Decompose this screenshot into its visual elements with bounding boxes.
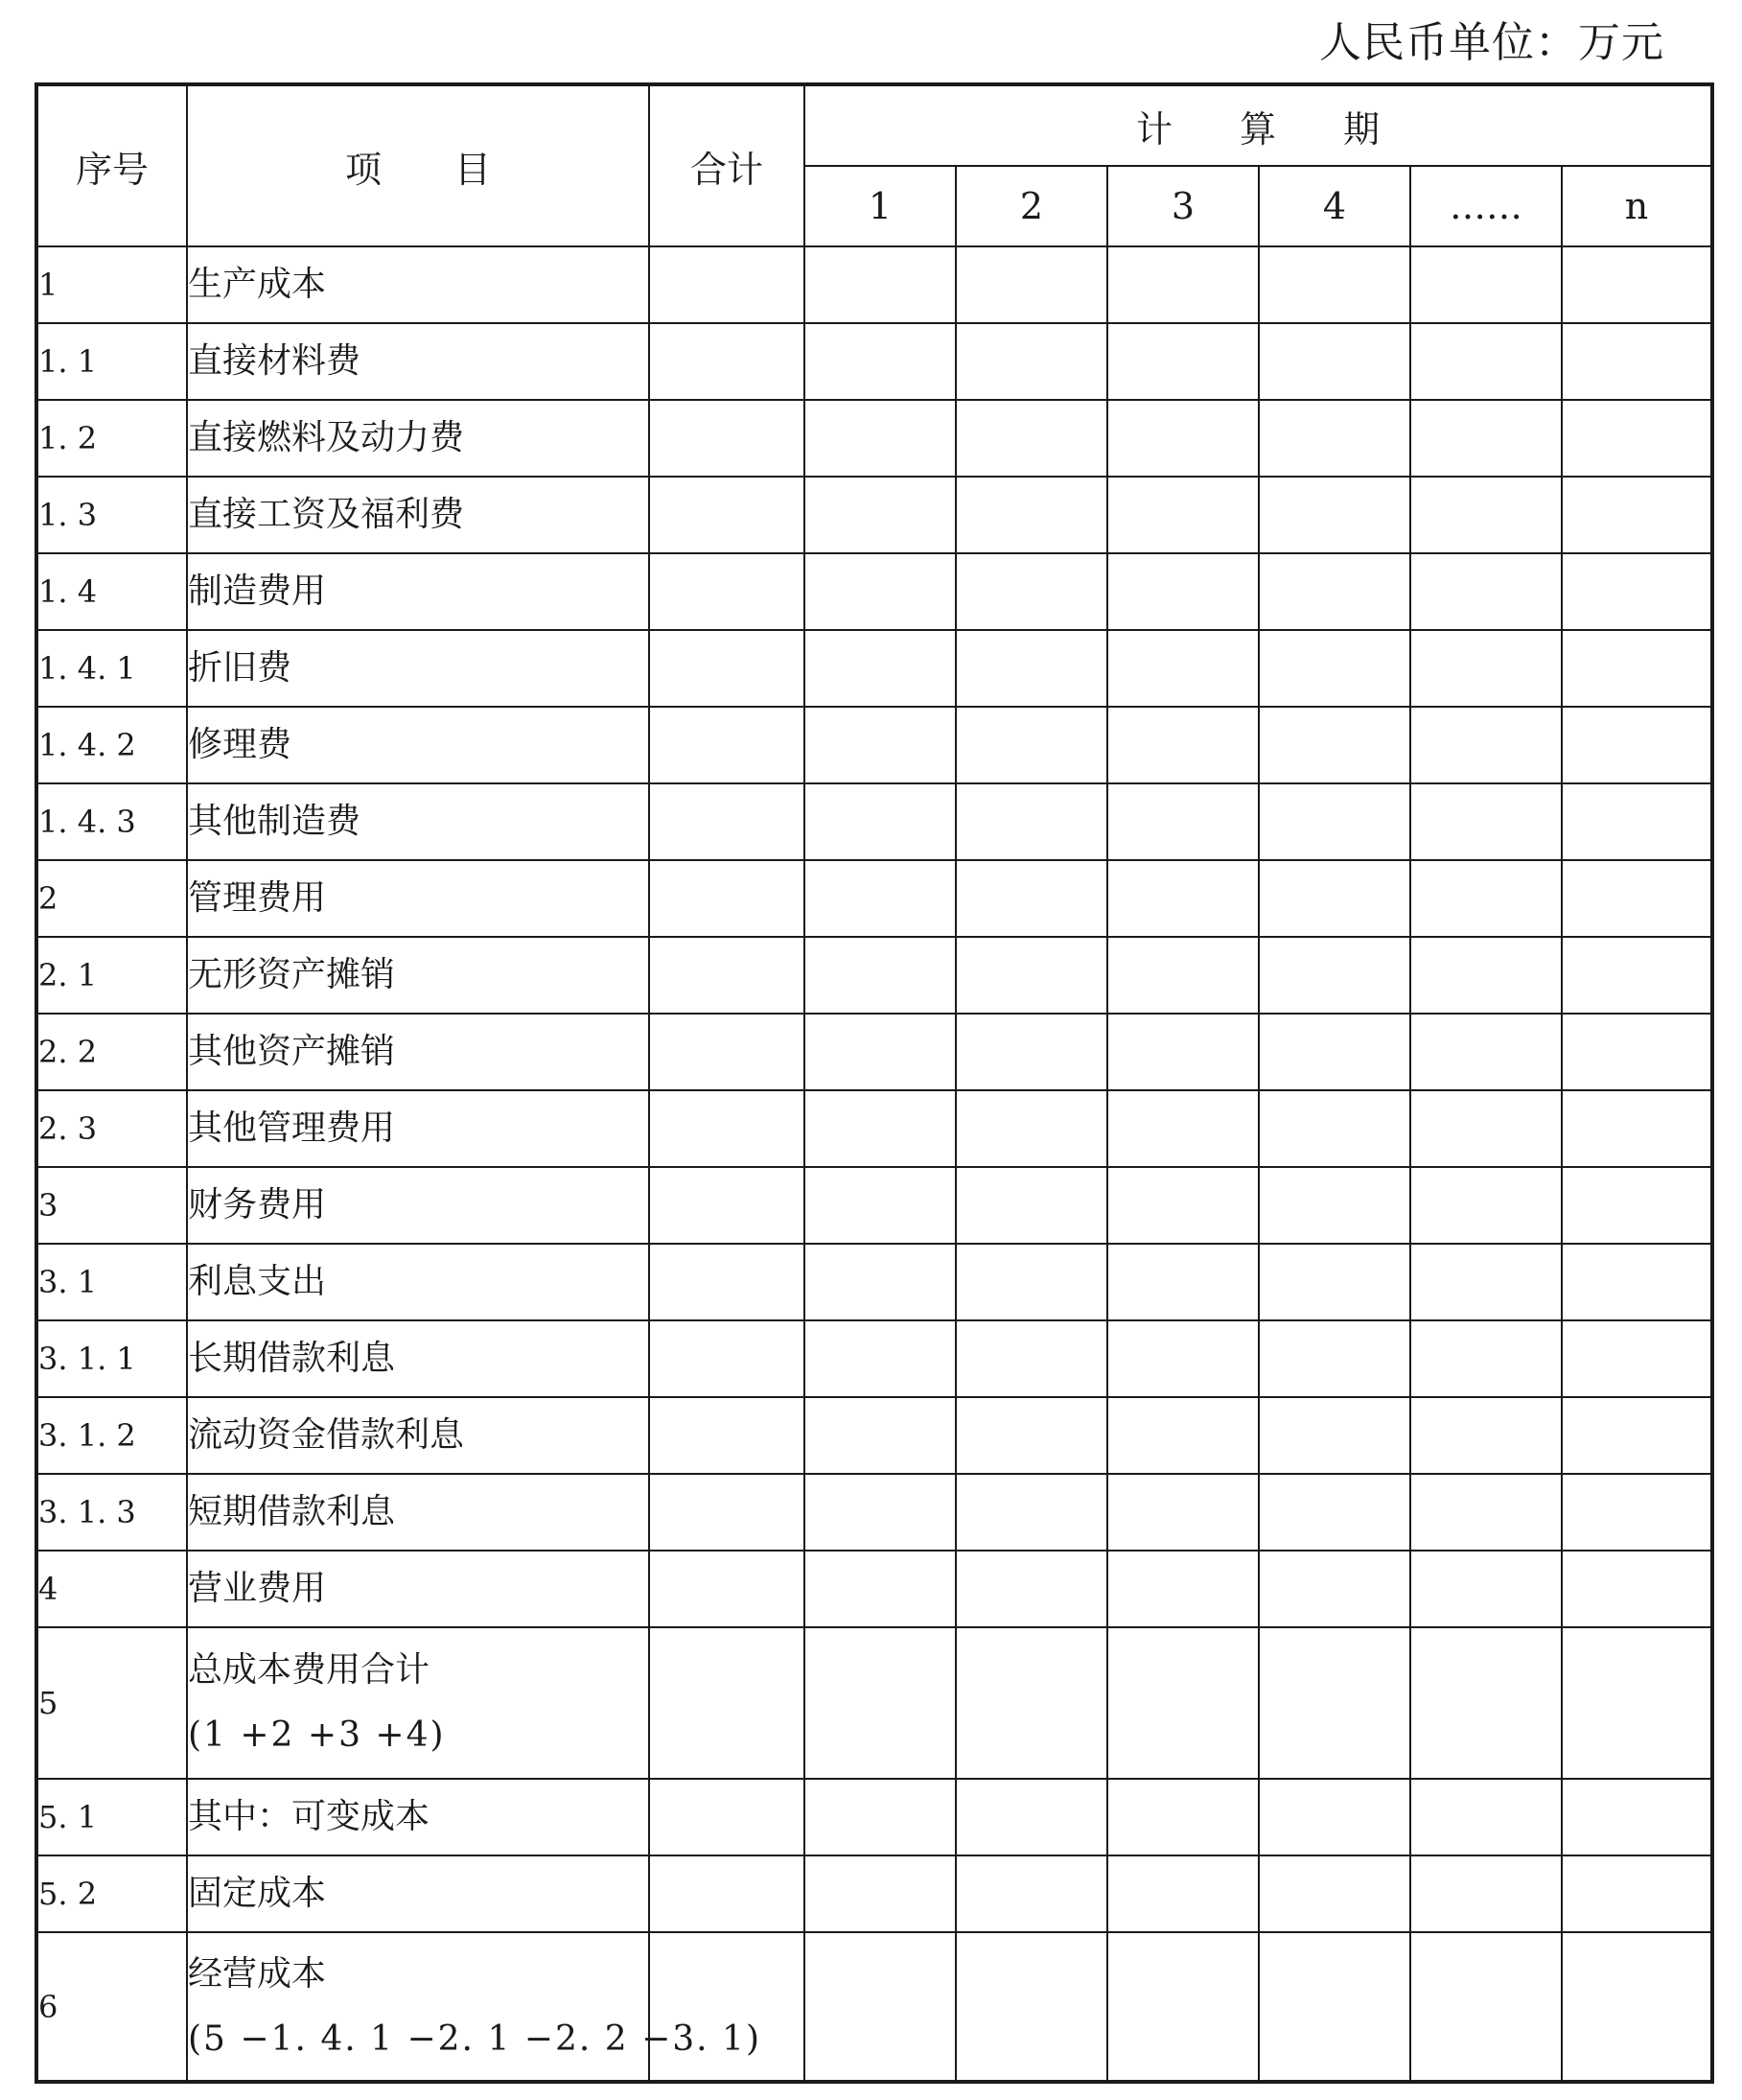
row-seq: 3. 1. 2 [36, 1397, 187, 1474]
row-total-cell [649, 1855, 804, 1932]
row-period-cell [804, 1474, 956, 1551]
row-period-cell [1107, 1474, 1259, 1551]
row-period-cell [1107, 246, 1259, 323]
row-period-cell [1562, 400, 1712, 477]
row-period-cell [956, 707, 1107, 783]
row-period-cell [804, 246, 956, 323]
row-seq: 2. 3 [36, 1090, 187, 1167]
table-row [36, 1474, 1712, 1551]
row-period-cell [1259, 1320, 1410, 1397]
row-period-cell [1410, 1779, 1562, 1855]
row-period-cell [1562, 1779, 1712, 1855]
row-period-cell [956, 630, 1107, 707]
row-period-cell [1107, 1397, 1259, 1474]
row-seq: 2. 1 [36, 937, 187, 1014]
row-seq: 5. 1 [36, 1779, 187, 1855]
row-item-label: 经营成本 [188, 1953, 327, 1994]
row-period-cell [1410, 246, 1562, 323]
row-total-cell [649, 1244, 804, 1320]
table-row [36, 1779, 1712, 1855]
row-period-cell [804, 937, 956, 1014]
row-period-cell [956, 323, 1107, 400]
row-period-cell [956, 1090, 1107, 1167]
row-period-cell [1259, 783, 1410, 860]
row-period-cell [1259, 1014, 1410, 1090]
table-row [36, 1244, 1712, 1320]
row-item [187, 400, 649, 477]
row-period-cell [1562, 1397, 1712, 1474]
row-period-cell [956, 1779, 1107, 1855]
row-period-cell [1259, 1551, 1410, 1627]
row-seq: 6 [36, 1932, 187, 2082]
row-period-cell [1410, 1474, 1562, 1551]
row-period-cell [956, 400, 1107, 477]
row-period-cell [956, 246, 1107, 323]
row-period-cell [956, 1397, 1107, 1474]
table-row [36, 1551, 1712, 1627]
row-item-label: 其中：可变成本 [188, 1797, 430, 1836]
row-period-cell [1410, 937, 1562, 1014]
row-item-label: 生产成本 [188, 265, 327, 304]
row-period-cell [1410, 553, 1562, 630]
row-period-cell [804, 1397, 956, 1474]
row-seq: 2. 2 [36, 1014, 187, 1090]
row-item-label: 营业费用 [188, 1569, 327, 1608]
row-period-cell [1410, 400, 1562, 477]
row-total-cell [649, 1627, 804, 1779]
row-period-cell [804, 707, 956, 783]
row-period-cell [804, 1167, 956, 1244]
row-item-label: 直接燃料及动力费 [188, 418, 465, 457]
row-period-cell [1259, 553, 1410, 630]
row-total-cell [649, 1932, 804, 2082]
table-row [36, 1627, 1712, 1779]
row-period-cell [1410, 707, 1562, 783]
row-period-cell [956, 1014, 1107, 1090]
period-4: 4 [1259, 166, 1410, 246]
row-item [187, 1551, 649, 1627]
row-item [187, 246, 649, 323]
row-period-cell [1562, 1014, 1712, 1090]
row-item-label: 其他制造费 [188, 802, 361, 841]
row-total-cell [649, 707, 804, 783]
row-period-cell [1107, 553, 1259, 630]
row-period-cell [956, 553, 1107, 630]
header-total: 合计 [649, 84, 804, 246]
row-period-cell [1410, 1551, 1562, 1627]
row-item-label: 财务费用 [188, 1185, 327, 1225]
row-item [187, 1320, 649, 1397]
row-period-cell [804, 1779, 956, 1855]
row-period-cell [804, 783, 956, 860]
header-item-label: 项目 [344, 148, 564, 191]
row-period-cell [1107, 1244, 1259, 1320]
row-period-cell [1259, 400, 1410, 477]
row-period-cell [1562, 477, 1712, 553]
row-item [187, 1855, 649, 1932]
table-row [36, 1014, 1712, 1090]
row-total-cell [649, 1779, 804, 1855]
row-period-cell [1259, 860, 1410, 937]
row-item [187, 1779, 649, 1855]
row-period-cell [956, 1551, 1107, 1627]
row-item-formula: (1 +2 +3 +4) [188, 1715, 446, 1755]
row-period-cell [1410, 1014, 1562, 1090]
row-period-cell [1107, 323, 1259, 400]
row-period-cell [804, 400, 956, 477]
row-total-cell [649, 937, 804, 1014]
row-item-label: 短期借款利息 [188, 1492, 396, 1531]
row-period-cell [1410, 1627, 1562, 1779]
row-period-cell [1410, 630, 1562, 707]
period-ellipsis: …… [1410, 166, 1562, 246]
row-period-cell [804, 1014, 956, 1090]
row-item [187, 553, 649, 630]
row-period-cell [1562, 783, 1712, 860]
row-item [187, 1244, 649, 1320]
row-item-label: 长期借款利息 [188, 1339, 396, 1378]
row-item-formula: (5 −1. 4. 1 −2. 1 −2. 2 −3. 1) [188, 2018, 761, 2059]
row-period-cell [804, 1932, 956, 2082]
row-total-cell [649, 1090, 804, 1167]
header-seq: 序号 [36, 84, 187, 246]
row-period-cell [1259, 323, 1410, 400]
row-period-cell [1410, 1090, 1562, 1167]
row-total-cell [649, 477, 804, 553]
row-period-cell [956, 477, 1107, 553]
table-row [36, 1320, 1712, 1397]
table-row [36, 553, 1712, 630]
row-seq: 5. 2 [36, 1855, 187, 1932]
period-n: n [1562, 166, 1712, 246]
row-period-cell [1410, 1855, 1562, 1932]
row-period-cell [1107, 937, 1259, 1014]
currency-unit-note: 人民币单位：万元 [1319, 18, 1664, 67]
row-item [187, 1167, 649, 1244]
row-period-cell [1410, 1932, 1562, 2082]
row-total-cell [649, 783, 804, 860]
row-period-cell [1259, 1090, 1410, 1167]
table-row [36, 1932, 1712, 2082]
row-period-cell [1107, 1627, 1259, 1779]
row-seq: 1. 4. 2 [36, 707, 187, 783]
row-item [187, 783, 649, 860]
row-period-cell [804, 1320, 956, 1397]
row-period-cell [1562, 1551, 1712, 1627]
row-item-label: 制造费用 [188, 572, 327, 611]
row-total-cell [649, 323, 804, 400]
row-item-label: 利息支出 [188, 1262, 327, 1301]
row-seq: 3. 1 [36, 1244, 187, 1320]
row-period-cell [1562, 553, 1712, 630]
row-item [187, 1932, 761, 2082]
row-item-label: 折旧费 [188, 648, 292, 688]
table-body [36, 246, 1712, 2082]
row-period-cell [1259, 707, 1410, 783]
row-seq: 1. 1 [36, 323, 187, 400]
row-period-cell [1259, 1932, 1410, 2082]
table-row [36, 323, 1712, 400]
row-period-cell [1107, 1167, 1259, 1244]
row-item-label: 修理费 [188, 725, 292, 764]
row-period-cell [804, 1090, 956, 1167]
row-total-cell [649, 1551, 804, 1627]
row-period-cell [1562, 1855, 1712, 1932]
row-period-cell [956, 1627, 1107, 1779]
row-total-cell [649, 400, 804, 477]
row-period-cell [1410, 783, 1562, 860]
row-period-cell [1562, 1167, 1712, 1244]
table-row [36, 937, 1712, 1014]
row-period-cell [956, 1167, 1107, 1244]
row-item [187, 1090, 649, 1167]
table-row [36, 246, 1712, 323]
row-period-cell [1562, 246, 1712, 323]
total-cost-table [35, 82, 1714, 2084]
row-period-cell [956, 937, 1107, 1014]
row-item-label: 总成本费用合计 [188, 1650, 430, 1690]
row-period-cell [804, 1551, 956, 1627]
table-row [36, 783, 1712, 860]
row-total-cell [649, 1014, 804, 1090]
row-seq: 4 [36, 1551, 187, 1627]
row-total-cell [649, 1474, 804, 1551]
row-period-cell [1259, 1779, 1410, 1855]
header-period [804, 84, 1712, 166]
table-row [36, 1167, 1712, 1244]
row-item [187, 323, 649, 400]
row-period-cell [1562, 1627, 1712, 1779]
header-item [187, 84, 649, 246]
row-seq: 5 [36, 1627, 187, 1779]
row-period-cell [1410, 1320, 1562, 1397]
period-2: 2 [956, 166, 1107, 246]
row-seq: 1. 2 [36, 400, 187, 477]
table-row [36, 630, 1712, 707]
row-item-label: 固定成本 [188, 1874, 327, 1913]
row-period-cell [1259, 630, 1410, 707]
row-period-cell [1259, 937, 1410, 1014]
row-period-cell [804, 1855, 956, 1932]
row-period-cell [956, 783, 1107, 860]
row-period-cell [1562, 707, 1712, 783]
row-period-cell [1562, 937, 1712, 1014]
row-total-cell [649, 246, 804, 323]
row-period-cell [1259, 1397, 1410, 1474]
row-total-cell [649, 1397, 804, 1474]
table-row [36, 477, 1712, 553]
row-period-cell [804, 477, 956, 553]
row-period-cell [804, 1627, 956, 1779]
row-period-cell [1107, 630, 1259, 707]
period-3: 3 [1107, 166, 1259, 246]
table-row [36, 860, 1712, 937]
row-period-cell [1107, 783, 1259, 860]
row-item [187, 477, 649, 553]
row-period-cell [1107, 1932, 1259, 2082]
row-period-cell [804, 553, 956, 630]
row-period-cell [1562, 1320, 1712, 1397]
row-period-cell [1107, 1779, 1259, 1855]
row-period-cell [1107, 1014, 1259, 1090]
row-period-cell [956, 860, 1107, 937]
row-item [187, 1627, 649, 1779]
row-total-cell [649, 860, 804, 937]
row-period-cell [1259, 1627, 1410, 1779]
row-seq: 1. 3 [36, 477, 187, 553]
row-period-cell [1410, 1244, 1562, 1320]
row-period-cell [956, 1474, 1107, 1551]
row-period-cell [1259, 477, 1410, 553]
row-period-cell [1107, 1320, 1259, 1397]
row-period-cell [1410, 860, 1562, 937]
row-period-cell [804, 630, 956, 707]
row-item-label: 其他管理费用 [188, 1108, 396, 1148]
row-item-label: 直接工资及福利费 [188, 495, 465, 534]
row-period-cell [1259, 1474, 1410, 1551]
row-seq: 3 [36, 1167, 187, 1244]
row-period-cell [1562, 860, 1712, 937]
row-period-cell [1107, 1090, 1259, 1167]
row-seq: 1. 4. 1 [36, 630, 187, 707]
row-item [187, 630, 649, 707]
row-period-cell [1259, 1244, 1410, 1320]
row-total-cell [649, 553, 804, 630]
row-item-label: 其他资产摊销 [188, 1032, 396, 1071]
table-row [36, 400, 1712, 477]
row-period-cell [1410, 1397, 1562, 1474]
header-row-top [36, 84, 1712, 166]
row-period-cell [1107, 860, 1259, 937]
row-item-label: 流动资金借款利息 [188, 1415, 465, 1455]
row-period-cell [1410, 1167, 1562, 1244]
table-row [36, 1855, 1712, 1932]
row-period-cell [1107, 1551, 1259, 1627]
header-period-label: 计算期 [1136, 107, 1448, 151]
row-period-cell [956, 1244, 1107, 1320]
row-seq: 1. 4. 3 [36, 783, 187, 860]
row-total-cell [649, 1167, 804, 1244]
row-period-cell [1107, 1855, 1259, 1932]
row-seq: 1 [36, 246, 187, 323]
row-period-cell [1107, 477, 1259, 553]
row-period-cell [1259, 1167, 1410, 1244]
row-period-cell [804, 860, 956, 937]
row-seq: 3. 1. 1 [36, 1320, 187, 1397]
row-period-cell [1107, 707, 1259, 783]
row-total-cell [649, 630, 804, 707]
table-row [36, 707, 1712, 783]
row-seq: 1. 4 [36, 553, 187, 630]
table-row [36, 1090, 1712, 1167]
row-period-cell [956, 1932, 1107, 2082]
row-item-label: 直接材料费 [188, 341, 361, 381]
row-total-cell [649, 1320, 804, 1397]
row-period-cell [1562, 323, 1712, 400]
row-item [187, 937, 649, 1014]
row-item [187, 707, 649, 783]
row-period-cell [1410, 323, 1562, 400]
row-item [187, 1014, 649, 1090]
row-period-cell [956, 1320, 1107, 1397]
row-period-cell [1107, 400, 1259, 477]
row-period-cell [1259, 246, 1410, 323]
row-period-cell [1562, 630, 1712, 707]
period-1: 1 [804, 166, 956, 246]
row-item [187, 1397, 649, 1474]
row-period-cell [1259, 1855, 1410, 1932]
row-period-cell [1410, 477, 1562, 553]
row-period-cell [956, 1855, 1107, 1932]
row-seq: 2 [36, 860, 187, 937]
row-item-label: 管理费用 [188, 878, 327, 918]
row-period-cell [804, 1244, 956, 1320]
row-item [187, 860, 649, 937]
row-period-cell [1562, 1932, 1712, 2082]
row-period-cell [804, 323, 956, 400]
row-item-label: 无形资产摊销 [188, 955, 396, 994]
row-period-cell [1562, 1090, 1712, 1167]
table-row [36, 1397, 1712, 1474]
row-period-cell [1562, 1474, 1712, 1551]
row-seq: 3. 1. 3 [36, 1474, 187, 1551]
row-period-cell [1562, 1244, 1712, 1320]
row-item [187, 1474, 649, 1551]
